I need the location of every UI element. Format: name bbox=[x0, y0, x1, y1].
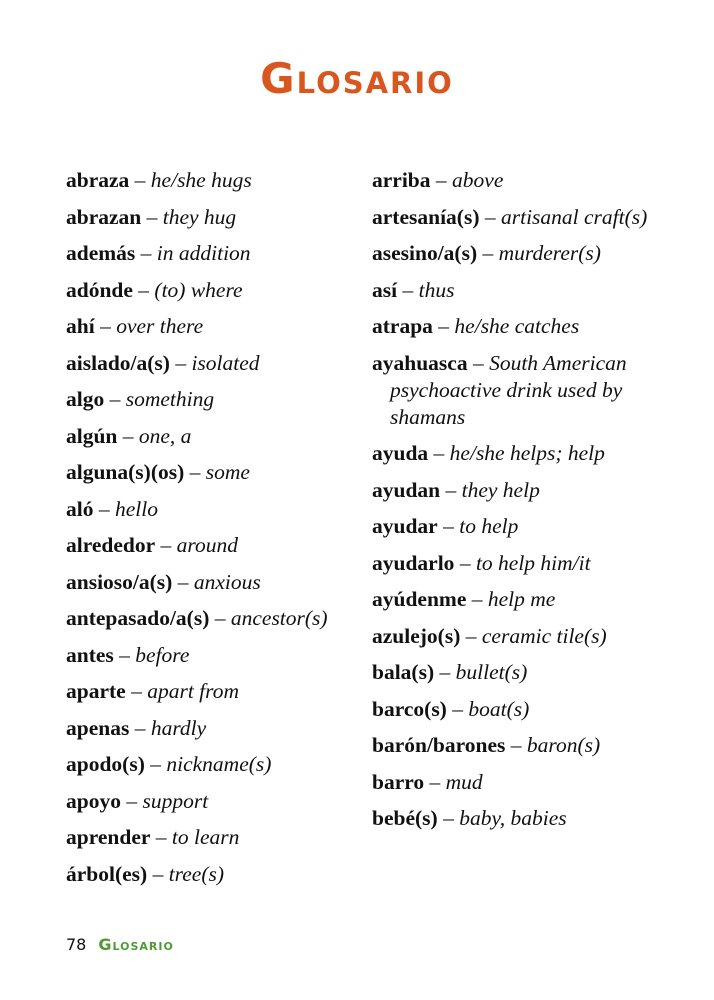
glossary-entry bbox=[66, 605, 351, 632]
glossary-term: bala(s) bbox=[372, 660, 435, 684]
glossary-entry bbox=[66, 350, 351, 377]
glossary-definition: they help bbox=[461, 477, 540, 502]
glossary-term: ayahuasca bbox=[372, 350, 468, 375]
glossary-definition: he/she catches bbox=[454, 314, 580, 338]
glossary-entry bbox=[66, 678, 351, 705]
glossary-term: aprender bbox=[66, 825, 151, 849]
glossary-entry bbox=[66, 240, 351, 267]
glossary-term: atrapa bbox=[372, 314, 433, 338]
entry-separator: – bbox=[113, 642, 136, 667]
glossary-term: ayudar bbox=[372, 514, 438, 538]
glossary-definition: one, a bbox=[138, 423, 192, 448]
glossary-definition: they hug bbox=[162, 204, 237, 229]
entry-separator: – bbox=[120, 788, 143, 813]
glossary-term: además bbox=[66, 241, 136, 265]
glossary-entry bbox=[372, 440, 672, 467]
glossary-definition: baron(s) bbox=[526, 733, 601, 757]
glossary-definition: nickname(s) bbox=[166, 752, 272, 776]
entry-separator: – bbox=[147, 861, 169, 886]
glossary-term: así bbox=[372, 277, 398, 302]
entry-separator: – bbox=[477, 241, 499, 265]
glossary-definition: he/she hugs bbox=[150, 168, 252, 192]
glossary-term: apodo(s) bbox=[66, 752, 145, 776]
glossary-entry bbox=[372, 623, 672, 650]
entry-separator: – bbox=[144, 752, 167, 776]
glossary-term: abraza bbox=[66, 168, 130, 192]
page-footer bbox=[66, 935, 174, 954]
entry-separator: – bbox=[94, 314, 117, 338]
glossary-entry bbox=[66, 751, 351, 778]
entry-separator: – bbox=[446, 696, 469, 721]
glossary-term: antes bbox=[66, 642, 114, 667]
entry-separator: – bbox=[397, 277, 419, 302]
glossary-term: algún bbox=[66, 423, 118, 448]
glossary-term: adónde bbox=[66, 277, 133, 302]
glossary-definition: anxious bbox=[193, 569, 261, 594]
entry-separator: – bbox=[432, 314, 455, 338]
footer-section-label: Glosario bbox=[98, 935, 174, 954]
entry-separator: – bbox=[505, 733, 527, 757]
glossary-entry bbox=[372, 659, 672, 686]
glossary-term: barco(s) bbox=[372, 696, 447, 721]
glossary-entry bbox=[66, 532, 351, 559]
glossary-definition: isolated bbox=[191, 350, 260, 375]
glossary-term: ahí bbox=[66, 314, 95, 338]
glossary-term: alguna(s)(os) bbox=[66, 460, 185, 484]
glossary-definition: over there bbox=[116, 314, 204, 338]
glossary-entry bbox=[372, 240, 672, 267]
glossary-term: barro bbox=[372, 769, 425, 794]
entry-separator: – bbox=[434, 660, 456, 684]
glossary-definition: baby, babies bbox=[459, 806, 567, 830]
glossary-definition: hello bbox=[114, 496, 158, 521]
glossary-entry bbox=[372, 586, 672, 613]
glossary-definition: artisanal craft(s) bbox=[500, 204, 648, 229]
entry-separator: – bbox=[150, 825, 172, 849]
glossary-term: abrazan bbox=[66, 204, 142, 229]
glossary-definition: thus bbox=[418, 277, 455, 302]
glossary-definition: above bbox=[452, 168, 504, 192]
glossary-definition: bullet(s) bbox=[455, 660, 528, 684]
entry-separator: – bbox=[460, 623, 482, 648]
glossary-entry bbox=[372, 513, 672, 540]
glossary-term: apoyo bbox=[66, 788, 121, 813]
glossary-term: ayudarlo bbox=[372, 550, 455, 575]
glossary-entry bbox=[66, 423, 351, 450]
glossary-definition: ancestor(s) bbox=[230, 606, 328, 630]
entry-separator: – bbox=[129, 168, 151, 192]
glossary-entry bbox=[66, 204, 351, 231]
glossary-term: bebé(s) bbox=[372, 806, 438, 830]
glossary-entry bbox=[66, 715, 351, 742]
entry-separator: – bbox=[93, 496, 115, 521]
glossary-term: asesino/a(s) bbox=[372, 241, 478, 265]
entry-separator: – bbox=[424, 769, 446, 794]
glossary-definition: he/she helps; help bbox=[449, 441, 605, 465]
glossary-definition: ceramic tile(s) bbox=[481, 623, 607, 648]
entry-separator: – bbox=[467, 350, 490, 375]
glossary-entry bbox=[66, 277, 351, 304]
glossary-definition: help me bbox=[487, 587, 556, 611]
glossary-term: barón/barones bbox=[372, 733, 506, 757]
glossary-entry bbox=[66, 569, 351, 596]
glossary-definition: murderer(s) bbox=[498, 241, 601, 265]
entry-separator: – bbox=[169, 350, 192, 375]
glossary-entry bbox=[372, 805, 672, 832]
glossary-term: ayudan bbox=[372, 477, 441, 502]
glossary-definition: (to) where bbox=[154, 277, 243, 302]
glossary-term: arriba bbox=[372, 168, 431, 192]
glossary-term: alrededor bbox=[66, 533, 156, 557]
glossary-term: ansioso/a(s) bbox=[66, 569, 173, 594]
glossary-entry bbox=[66, 496, 351, 523]
glossary-definition: to help him/it bbox=[475, 550, 591, 575]
glossary-entry bbox=[66, 861, 351, 888]
glossary-entry bbox=[372, 550, 672, 577]
glossary-term: artesanía(s) bbox=[372, 204, 480, 229]
glossary-definition: hardly bbox=[150, 715, 207, 740]
entry-separator: – bbox=[135, 241, 157, 265]
page-number: 78 bbox=[66, 935, 87, 954]
glossary-definition: around bbox=[176, 533, 238, 557]
glossary-entry bbox=[66, 788, 351, 815]
glossary-term: aislado/a(s) bbox=[66, 350, 170, 375]
entry-separator: – bbox=[479, 204, 501, 229]
glossary-entry bbox=[372, 167, 672, 194]
glossary-term: algo bbox=[66, 387, 105, 411]
page-title: Glosario bbox=[260, 54, 454, 103]
glossary-term: apenas bbox=[66, 715, 130, 740]
glossary-definition: mud bbox=[445, 769, 483, 794]
glossary-entry bbox=[66, 386, 351, 413]
glossary-entry bbox=[372, 732, 672, 759]
entry-separator: – bbox=[466, 587, 488, 611]
glossary-definition: before bbox=[135, 642, 190, 667]
entry-separator: – bbox=[437, 806, 460, 830]
glossary-term: antepasado/a(s) bbox=[66, 606, 210, 630]
glossary-term: aló bbox=[66, 496, 94, 521]
entry-separator: – bbox=[454, 550, 476, 575]
glossary-term: aparte bbox=[66, 679, 126, 703]
glossary-definition: to learn bbox=[171, 825, 240, 849]
entry-separator: – bbox=[141, 204, 163, 229]
glossary-definition: something bbox=[125, 387, 215, 411]
entry-separator: – bbox=[104, 387, 126, 411]
glossary-definition: in addition bbox=[156, 241, 251, 265]
glossary-column-right bbox=[372, 167, 672, 842]
glossary-definition: tree(s) bbox=[168, 861, 225, 886]
entry-separator: – bbox=[184, 460, 206, 484]
glossary-term: azulejo(s) bbox=[372, 623, 461, 648]
glossary-entry bbox=[66, 459, 351, 486]
glossary-entry bbox=[372, 204, 672, 231]
entry-separator: – bbox=[129, 715, 151, 740]
glossary-column-left bbox=[66, 167, 351, 897]
glossary-entry bbox=[66, 313, 351, 340]
glossary-entry bbox=[372, 277, 672, 304]
glossary-term: ayúdenme bbox=[372, 587, 467, 611]
entry-separator: – bbox=[437, 514, 460, 538]
glossary-definition: some bbox=[205, 460, 250, 484]
entry-separator: – bbox=[132, 277, 155, 302]
glossary-entry bbox=[372, 477, 672, 504]
glossary-entry bbox=[372, 313, 672, 340]
glossary-term: ayuda bbox=[372, 441, 429, 465]
entry-separator: – bbox=[117, 423, 139, 448]
glossary-definition: support bbox=[142, 788, 209, 813]
glossary-definition: boat(s) bbox=[468, 696, 530, 721]
entry-separator: – bbox=[155, 533, 177, 557]
entry-separator: – bbox=[209, 606, 231, 630]
glossary-entry bbox=[372, 769, 672, 796]
entry-separator: – bbox=[428, 441, 450, 465]
entry-separator: – bbox=[440, 477, 462, 502]
glossary-definition: to help bbox=[459, 514, 519, 538]
entry-separator: – bbox=[430, 168, 453, 192]
glossary-term: árbol(es) bbox=[66, 861, 148, 886]
glossary-definition: apart from bbox=[147, 679, 239, 703]
entry-separator: – bbox=[125, 679, 148, 703]
glossary-entry bbox=[372, 696, 672, 723]
glossary-entry bbox=[66, 824, 351, 851]
glossary-entry bbox=[66, 167, 351, 194]
glossary-definition: South American psychoactive drink used by shamans bbox=[390, 350, 627, 429]
entry-separator: – bbox=[172, 569, 194, 594]
glossary-entry bbox=[66, 642, 351, 669]
glossary-entry bbox=[372, 350, 672, 431]
